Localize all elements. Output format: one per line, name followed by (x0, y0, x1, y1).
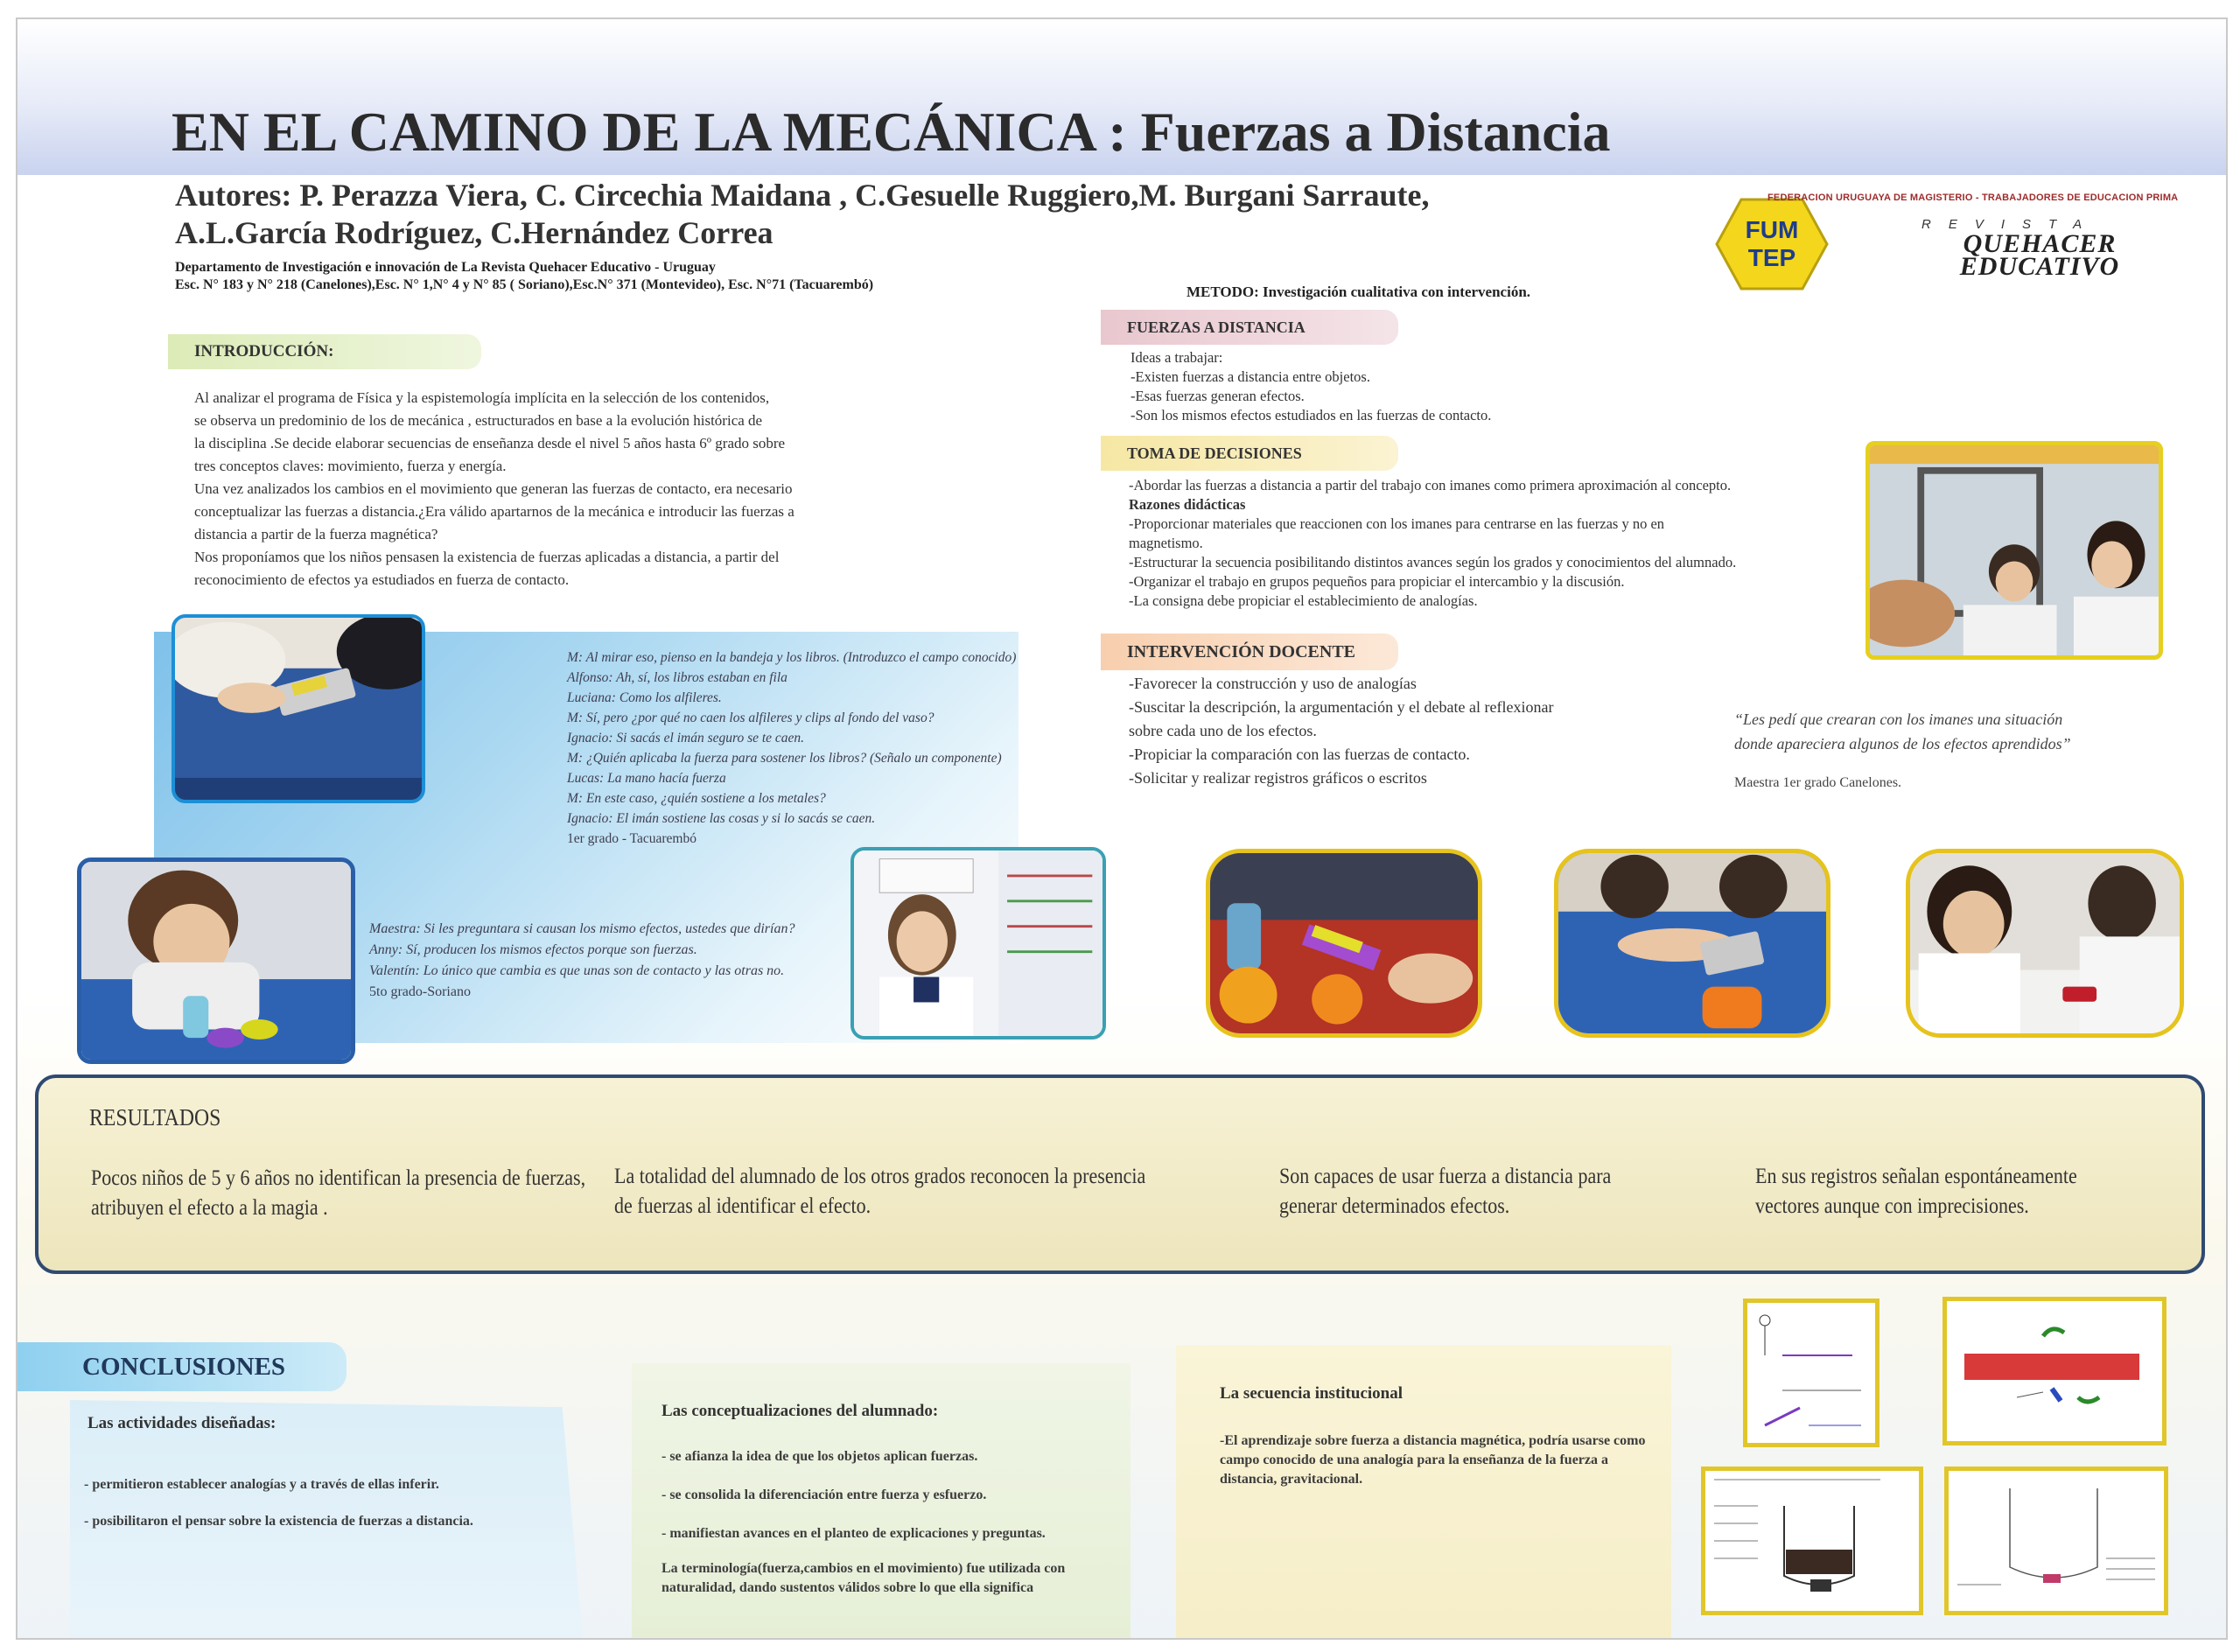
photo-girl-classroom (850, 847, 1106, 1040)
dialogue-line: Alfonso: Ah, sí, los libros estaban en fila (567, 670, 788, 685)
razones-subheading: Razones didácticas (1129, 496, 1246, 513)
resultado-item: La totalidad del alumnado de los otros grados reconocen la presencia de fuerzas al identificar el efecto. (614, 1165, 1146, 1218)
quehacer-word: QUEHACER (1963, 229, 2117, 258)
conclusion-line: - se consolida la diferenciación entre fuerza y esfuerzo. (662, 1488, 987, 1502)
method-statement: METODO: Investigación cualitativa con intervención. (1186, 284, 1531, 300)
dialogue-line: Anny: Sí, producen los mismos efectos porque son fuerzas. (369, 942, 697, 957)
resultados-heading: RESULTADOS (89, 1104, 221, 1130)
conclusion-line: - manifiestan avances en el planteo de explicaciones y preguntas. (662, 1526, 1046, 1541)
dialogue-source: 5to grado-Soriano (369, 984, 471, 999)
toma-text (1129, 476, 1829, 611)
quote-author: Maestra 1er grado Canelones. (1734, 775, 1902, 790)
conclusiones-heading: CONCLUSIONES (18, 1342, 346, 1391)
conclusion-line: - se afianza la idea de que los objetos aplican fuerzas. (662, 1449, 978, 1464)
authors (175, 177, 1540, 252)
conclusion-activities-text (84, 1466, 574, 1540)
student-drawing-3-image (1705, 1471, 1919, 1611)
photo-magnet-toys (1206, 849, 1482, 1038)
federation-name: FEDERACION URUGUAYA DE MAGISTERIO - TRABAJADORES DE EDUCACION PRIMA (1768, 192, 2179, 203)
authors-line-1: Autores: P. Perazza Viera, C. Circechia Maidana , C.Gesuelle Ruggiero,M. Burgani Sarraute, (175, 178, 1430, 213)
toma-line: magnetismo. (1129, 535, 1203, 551)
quehacer-educativo-logo (1895, 229, 2184, 281)
fuerzas-heading: FUERZAS A DISTANCIA (1101, 310, 1398, 345)
dialogue-line: Lucas: La mano hacía fuerza (567, 771, 726, 786)
quote-line: donde apareciera algunos de los efectos aprendidos” (1734, 735, 2071, 752)
intro-line: Al analizar el programa de Física y la espistemología implícita en la selección de los contenidos, (194, 389, 770, 406)
student-drawing-1 (1743, 1298, 1880, 1447)
intro-line: se observa un predominio de los de mecánica , estructurados en base a la evolución histórica de (194, 412, 763, 429)
student-drawing-1-image (1747, 1303, 1875, 1443)
student-drawing-2 (1942, 1297, 2166, 1446)
intro-line: Una vez analizados los cambios en el movimiento que generan las fuerzas de contacto, era necesario (194, 480, 793, 497)
dialogue-2 (369, 919, 824, 1003)
photo-magnet-toys-image (1210, 853, 1478, 1033)
resultado-item: Son capaces de usar fuerza a distancia para generar determinados efectos. (1279, 1165, 1612, 1218)
conclusion-sequence-title: La secuencia institucional (1220, 1384, 1404, 1403)
department: Departamento de Investigación e innovación de La Revista Quehacer Educativo - Uruguay (175, 260, 716, 275)
affiliation (175, 259, 873, 294)
fuerzas-text (1130, 348, 1796, 425)
toma-line: -Organizar el trabajo en grupos pequeños para propiciar el intercambio y la discusión. (1129, 573, 1625, 590)
dialogue-line: M: Al mirar eso, pienso en la bandeja y los libros. (Introduzco el campo conocido) (567, 650, 1017, 665)
photo-girl-classroom-image (854, 850, 1102, 1036)
fuerzas-line: Ideas a trabajar: (1130, 349, 1223, 366)
fuerzas-line: -Son los mismos efectos estudiados en las fuerzas de contacto. (1130, 407, 1492, 424)
intervencion-text (1129, 672, 1619, 790)
conclusion-line: - posibilitaron el pensar sobre la existencia de fuerzas a distancia. (84, 1514, 473, 1529)
resultado-item: En sus registros señalan espontáneamente vectores aunque con imprecisiones. (1755, 1165, 2077, 1218)
introduccion-text (194, 387, 859, 592)
photo-girls-table (1906, 849, 2184, 1038)
intervencion-line: -Favorecer la construcción y uso de analogías (1129, 675, 1417, 692)
toma-line: -Proporcionar materiales que reaccionen con los imanes para centrarse en las fuerzas y no en (1129, 515, 1665, 532)
dialogue-line: Ignacio: Si sacás el imán seguro se te caen. (567, 731, 805, 746)
dialogue-line: M: ¿Quién aplicaba la fuerza para sostener los libros? (Señalo un componente) (567, 751, 1002, 766)
intro-line: reconocimiento de efectos ya estudiados en fuerza de contacto. (194, 571, 570, 588)
dialogue-line: M: Sí, pero ¿por qué no caen los alfileres y clips al fondo del vaso? (567, 710, 934, 725)
photo-magnet-table-image (1558, 853, 1826, 1033)
photo-child-magnets (77, 858, 355, 1064)
student-drawing-4-image (1949, 1471, 2164, 1611)
photo-magnet-tray (172, 614, 425, 803)
dialogue-line: Ignacio: El imán sostiene las cosas y si lo sacás se caen. (567, 811, 876, 826)
photo-magnet-tray-image (175, 618, 422, 800)
student-drawing-3 (1701, 1466, 1923, 1615)
introduccion-heading: INTRODUCCIÓN: (168, 334, 481, 369)
intervencion-line: -Solicitar y realizar registros gráficos o escritos (1129, 769, 1427, 787)
conclusion-activities-title: Las actividades diseñadas: (88, 1414, 276, 1432)
fumtep-text-1: FUM (1745, 216, 1799, 243)
fuerzas-line: -Existen fuerzas a distancia entre objetos. (1130, 368, 1370, 385)
intervencion-line: -Suscitar la descripción, la argumentación y el debate al reflexionar (1129, 698, 1554, 716)
dialogue-line: Valentín: Lo único que cambia es que unas son de contacto y las otras no. (369, 963, 785, 978)
fumtep-text-2: TEP (1747, 244, 1796, 271)
dialogue-source: 1er grado - Tacuarembó (567, 831, 696, 846)
intervencion-line: -Propiciar la comparación con las fuerzas de contacto. (1129, 746, 1470, 763)
conclusion-sequence-text: -El aprendizaje sobre fuerza a distancia magnética, podría usarse como campo conocido de una analogía para la enseñanza de la fuerza a distancia, gravitacional. (1220, 1433, 1646, 1487)
conclusion-line: - permitieron establecer analogías y a través de ellas inferir. (84, 1477, 439, 1492)
intro-line: la disciplina .Se decide elaborar secuencias de enseñanza desde el nivel 5 años hasta 6º grado sobre (194, 435, 786, 452)
intro-line: Nos proponíamos que los niños pensasen la existencia de fuerzas aplicadas a distancia, a partir del (194, 549, 780, 565)
photo-students-chairs-image (1870, 445, 2159, 655)
conclusion-concepts-title: Las conceptualizaciones del alumnado: (662, 1402, 939, 1420)
fumtep-logo (1715, 196, 1829, 292)
intro-line: tres conceptos claves: movimiento, fuerza y energía. (194, 458, 507, 474)
teacher-quote (1734, 707, 2102, 756)
quote-line: “Les pedí que crearan con los imanes una situación (1734, 710, 2063, 728)
fuerzas-line: -Esas fuerzas generan efectos. (1130, 388, 1305, 404)
dialogue-line: M: En este caso, ¿quién sostiene a los metales? (567, 791, 826, 806)
authors-line-2: A.L.García Rodríguez, C.Hernández Correa (175, 215, 774, 250)
poster (16, 18, 2228, 1640)
toma-line: -Estructurar la secuencia posibilitando distintos avances según los grados y conocimientos del alumnado. (1129, 554, 1737, 570)
conclusion-line: La terminología(fuerza,cambios en el movimiento) fue utilizada con naturalidad, dando sustentos válidos sobre lo que ella significa (662, 1561, 1066, 1595)
dialogue-line: Maestra: Si les preguntara si causan los mismo efectos, ustedes que dirían? (369, 921, 795, 936)
intro-line: conceptualizar las fuerzas a distancia.¿Era válido apartarnos de la mecánica e introducir las fuerzas a (194, 503, 794, 520)
photo-girls-table-image (1910, 853, 2180, 1033)
toma-heading: TOMA DE DECISIONES (1101, 436, 1398, 471)
photo-students-chairs (1866, 441, 2163, 660)
revista-label: REVISTA (1922, 217, 2100, 232)
dialogue-1 (567, 648, 1022, 849)
intro-line: distancia a partir de la fuerza magnética? (194, 526, 438, 542)
intervencion-line: sobre cada uno de los efectos. (1129, 722, 1317, 739)
student-drawing-2-image (1947, 1301, 2162, 1441)
toma-line: -La consigna debe propiciar el establecimiento de analogías. (1129, 592, 1478, 609)
photo-magnet-table (1554, 849, 1830, 1038)
conclusion-concepts-text (662, 1447, 1134, 1598)
toma-line: -Abordar las fuerzas a distancia a partir del trabajo con imanes como primera aproximación al concepto. (1129, 477, 1732, 494)
resultado-item: Pocos niños de 5 y 6 años no identifican la presencia de fuerzas, atribuyen el efecto a la magia . (91, 1166, 586, 1220)
student-drawing-4 (1944, 1466, 2168, 1615)
educativo-word: EDUCATIVO (1959, 252, 2120, 281)
photo-child-magnets-image (81, 862, 351, 1060)
intervencion-heading: INTERVENCIÓN DOCENTE (1101, 634, 1398, 670)
poster-title: EN EL CAMINO DE LA MECÁNICA : Fuerzas a Distancia (172, 101, 1611, 163)
dialogue-line: Luciana: Como los alfileres. (567, 690, 722, 705)
schools: Esc. N° 183 y N° 218 (Canelones),Esc. N° 1,N° 4 y N° 85 ( Soriano),Esc.N° 371 (Montevideo), Esc. N°71 (Tacuarembó) (175, 277, 874, 292)
